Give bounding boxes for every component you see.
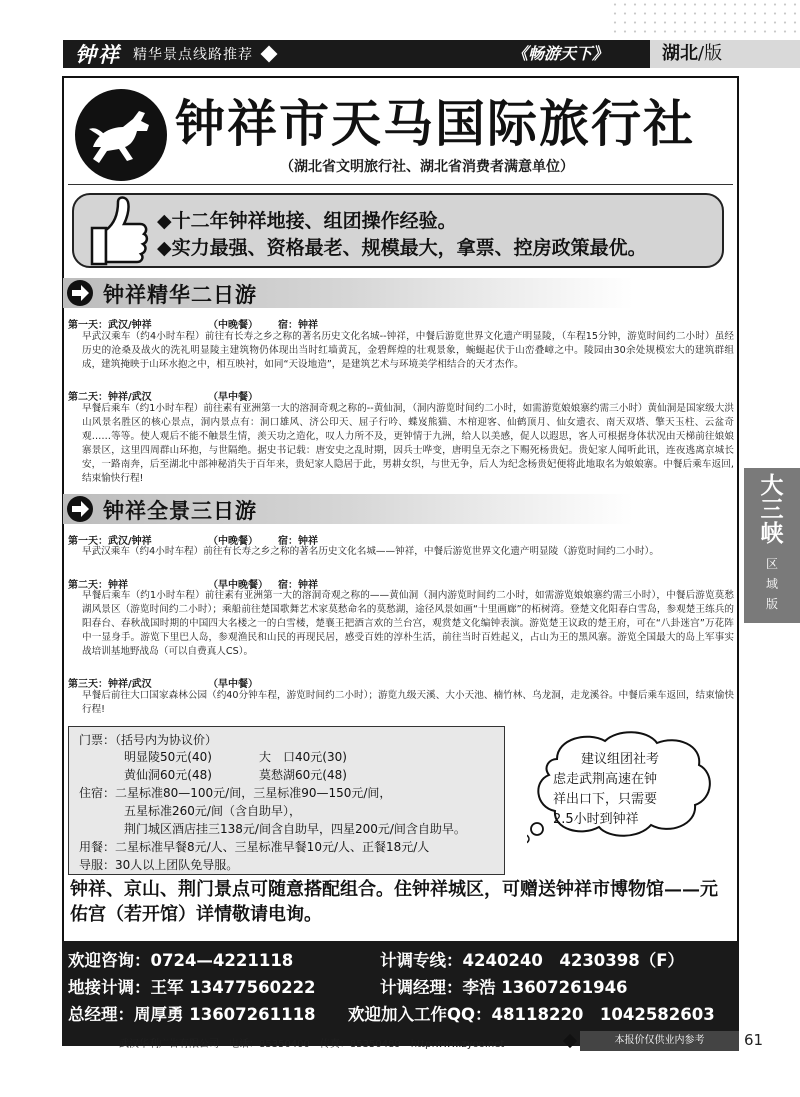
- day-meals: （早中餐）: [208, 679, 258, 690]
- day-label: 第一天：武汉/钟祥: [68, 320, 152, 331]
- bubble-line: 祥出口下，只需要: [553, 792, 658, 807]
- contact-local-planner: 地接计调：王军 13477560222: [68, 978, 316, 997]
- side-tab-title: 大三峡: [760, 472, 784, 547]
- day-label: 第一天：武汉/钟祥: [68, 536, 152, 547]
- day-meals: （中晚餐）: [208, 320, 258, 331]
- magazine-title: 《畅游天下》: [512, 44, 609, 63]
- day-meals: （早中餐）: [208, 392, 258, 403]
- bubble-line: 建议组团社考: [581, 752, 660, 767]
- horse-logo-icon: [75, 89, 167, 181]
- page-number: 61: [744, 1031, 764, 1049]
- day-header: [68, 316, 318, 331]
- day-description: 早餐后乘车（约1小时车程）前往素有亚洲第一大的溶洞奇观之称的——黄仙洞（洞内游览时间约二小时，如需游览娘娘寨约需三小时），中餐后游览莫愁湖风景区（游览时间约二小时）；乘船前往楚国歌舞艺术家莫愁命名的莫愁湖，途径风景如画“十里画廊”的柘树湾。登楚文化阳春白雪岛，参观楚王练兵的阳春台、春秋战国时期的中国四大名楼之一的白雪楼，楚襄王把酒言欢的兰台宫，观赏楚文化编钟表演。游览楚王议政的楚王府，可在“八卦迷宫”万花阵中一显身手。游览下里巴人岛，参观渔民和山民的再现民居，感受百姓的淳朴生活，前往当时百姓起义，占山为王的黑风寨。游览全国最大的岛上军事实战培训基地野战岛（可以自费真人CS）。: [82, 590, 734, 657]
- tour-2-title: 钟祥全景三日游: [103, 499, 257, 523]
- edition-label: [650, 40, 800, 68]
- ticket-price: 大 口40元(30): [259, 750, 347, 764]
- ticket-price: 莫愁湖60元(48): [259, 768, 347, 782]
- day-label: 第三天：钟祥/武汉: [68, 679, 152, 690]
- section-label: 精华景点线路推荐: [133, 47, 253, 63]
- promo-line-2: ◆实力最强、资格最老、规模最大，拿票、控房政策最优。: [157, 237, 647, 259]
- side-tab-char: 域: [765, 577, 778, 591]
- divider: [68, 184, 733, 185]
- tickets-label: 门票：（括号内为协议价）: [79, 733, 218, 747]
- day-header: [68, 675, 258, 690]
- edition-region: 湖北: [662, 43, 698, 64]
- bubble-line: 虑走武荆高速在钟: [553, 772, 658, 787]
- hotel-rates: 荆门城区酒店挂三138元/间含自助早，四星200元/间含自助早。: [124, 822, 466, 836]
- ticket-price: 明显陵50元(40): [124, 750, 212, 764]
- day-header: [68, 388, 258, 403]
- thumbs-up-icon: [80, 190, 150, 270]
- day-description: 早武汉乘车（约4小时车程）前往有长寿之乡之称的著名历史文化名城——钟祥，中餐后游览世界文化遗产明显陵（游览时间约二小时）。: [82, 546, 659, 557]
- summary-note: 钟祥、京山、荆门景点可随意搭配组合。住钟祥城区，可赠送钟祥市博物馆——元佑宫（若开馆）详情敬请电询。: [70, 879, 718, 925]
- day-stay: 宿：钟祥: [278, 320, 318, 331]
- tour-2-header: [63, 494, 633, 524]
- tour-1-title: 钟祥精华二日游: [103, 283, 257, 307]
- contact-dispatch: 计调专线：4240240 4230398（F）: [380, 951, 685, 970]
- day-description: 早武汉乘车（约4小时车程）前往有长寿之乡之称的著名历史文化名城--钟祥，中餐后游览世界文化遗产明显陵，（车程15分钟，游览时间约二小时）虽经历史的沧桑及战火的洗礼明显陵主建筑物仍体现出当时红墙黄瓦，金碧辉煌的壮观景象，蜿蜒起伏于山峦叠嶂之中。陵园由30余处规模宏大的建筑群组成，建筑掩映于山环水抱之中，相互映衬，如同“天设地造”，是建筑艺术与环境美学相结合的天才杰作。: [82, 331, 734, 370]
- day-stay: 宿：钟祥: [278, 536, 318, 547]
- bubble-line: 2.5小时到钟祥: [553, 812, 639, 827]
- tour-1-header: [63, 278, 633, 308]
- side-tab-char: 区: [765, 557, 778, 571]
- contact-gm: 总经理：周厚勇 13607261118: [68, 1005, 316, 1024]
- day-description: 早餐后乘车（约1小时车程）前往素有亚洲第一大的溶洞奇观之称的--黄仙洞，（洞内游览时间约二小时，如需游览娘娘寨约需三小时）黄仙洞是国家级大洪山风景名胜区的核心景点，洞内景点有：洞口雄风、济公印天、屈子行吟、蝶岌熊猫、木棺迎客、仙鹤顶月、仙女遗衣、南天双塔、擎天玉柱、云盆奇观……等等。使人观后不能不触景生情，羡天功之造化，叹人力所不及，更钟情于九洲，给人以美感，促人以遐思，客人可根据身体状况由天梯前往娘娘寨景区，这里四周群山环抱，与世隔绝。据史书记载：唐安史之乱时期，因兵士哗变，唐明皇无奈之下赐死杨贵妃。贵妃家人闻听此讯，连夜逃离京城长安，一路南奔，后至湖北中部神秘消失于百年来，贵妃家人隐居于此，男耕女织，与世无争，后人为纪念杨贵妃便将此地取名为娘娘寨。中餐后乘车返回,结束愉快行程!: [82, 403, 734, 484]
- day-meals: （中晚餐）: [208, 536, 258, 547]
- footer-disclaimer: 本报价仅供业内参考: [580, 1031, 739, 1051]
- side-tab-char: 版: [765, 597, 778, 611]
- edition-suffix: /版: [698, 43, 723, 64]
- day-label: 第二天：钟祥: [68, 580, 128, 591]
- contact-hotline: 欢迎咨询：0724—4221118: [68, 951, 294, 970]
- pricing-box: [68, 726, 505, 875]
- hotel-rates: 住宿：二星标准80—100元/间，三星标准90—150元/间，: [79, 786, 392, 800]
- hotel-rates: 五星标准260元/间（含自助早），: [124, 804, 301, 818]
- day-stay: 宿：钟祥: [278, 580, 318, 591]
- guide-note: 导服：30人以上团队免导服。: [79, 858, 239, 872]
- arrow-right-icon: [67, 280, 93, 306]
- day-description: 早餐后前往大口国家森林公园（约40分钟车程，游览时间约二小时）；游览九级天溪、大小天池、楠竹林、乌龙洞，走龙溪谷。中餐后乘车返回，结束愉快行程!: [82, 690, 734, 715]
- company-honors: （湖北省文明旅行社、湖北省消费者满意单位）: [280, 159, 574, 175]
- day-meals: （早中晚餐）: [208, 580, 268, 591]
- brand-mark: 钟祥: [75, 42, 121, 67]
- region-side-tab: [744, 468, 800, 623]
- day-label: 第二天：钟祥/武汉: [68, 392, 152, 403]
- meal-rates: 用餐：二星标准早餐8元/人、三星标准早餐10元/人、正餐18元/人: [79, 840, 430, 854]
- promo-line-1: ◆十二年钟祥地接、组团操作经验。: [157, 210, 457, 232]
- contact-manager: 计调经理：李浩 13607261946: [380, 978, 628, 997]
- diamond-icon: [261, 46, 278, 63]
- decorative-dot-grid: [610, 0, 800, 38]
- footer-agency: 武汉华利广告有限公司 电话：85350400 传真：85350489 http:www.zyoo.net: [119, 1039, 505, 1050]
- ticket-price: 黄仙洞60元(48): [124, 768, 212, 782]
- contact-qq: 欢迎加入工作QQ：48118220 1042582603: [348, 1005, 715, 1024]
- arrow-right-icon: [67, 496, 93, 522]
- company-name: 钟祥市天马国际旅行社: [175, 95, 695, 153]
